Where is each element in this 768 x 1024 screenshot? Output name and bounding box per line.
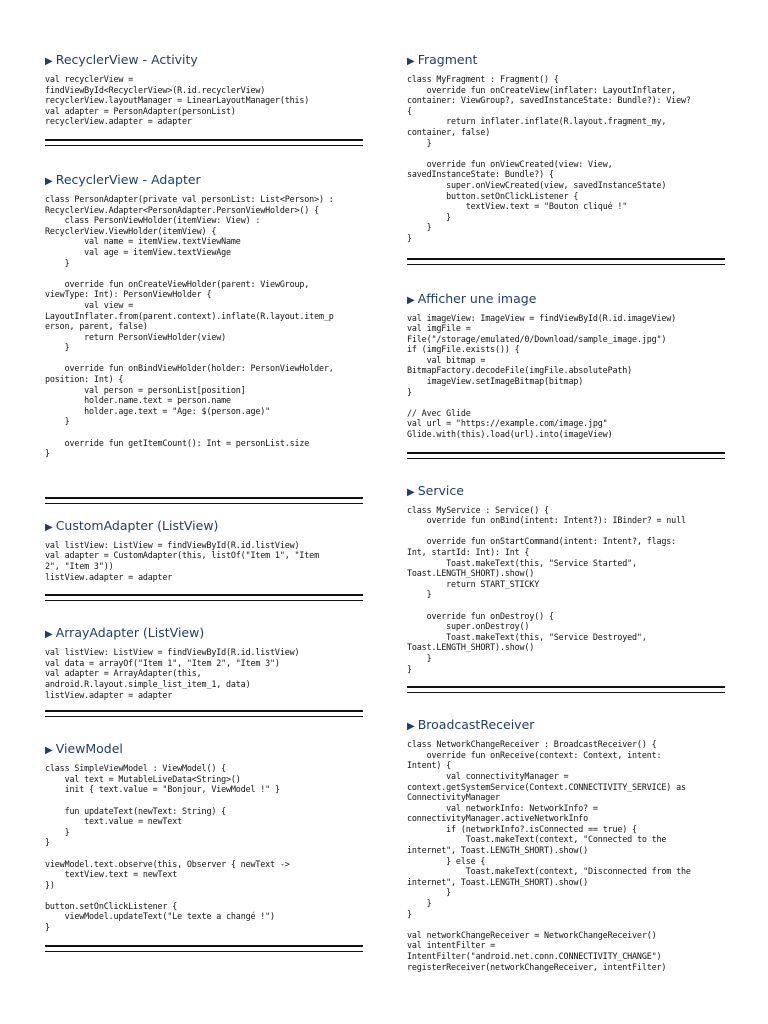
code-block: val recyclerView = findViewById<RecyclerView>(R.id.recyclerView) recyclerView.layoutManager = LinearLayoutManager(this) val adapter = PersonAdapter(personList) recyclerView.adapter = adapter xyxy=(45,74,310,127)
triangle-right-icon: ▶ xyxy=(45,745,53,757)
triangle-right-icon: ▶ xyxy=(407,56,415,67)
triangle-right-icon: ▶ xyxy=(45,521,53,533)
section-recyclerview-adapter xyxy=(45,172,363,459)
triangle-right-icon: ▶ xyxy=(407,294,415,306)
section-fragment xyxy=(407,52,725,244)
section-title: ▶ Fragment xyxy=(407,52,478,67)
section-divider xyxy=(407,452,725,459)
section-divider xyxy=(407,686,725,693)
code-block: val listView: ListView = findViewById(R.id.listView) val data = arrayOf("Item 1", "Item 2", "Item 3") val adapter = ArrayAdapter(this, android.R.layout.simple_list_item_1, data) listView.adapter = adapter xyxy=(45,647,300,700)
section-title: ▶ RecyclerView - Activity xyxy=(45,52,198,67)
triangle-right-icon: ▶ xyxy=(407,486,415,498)
triangle-right-icon: ▶ xyxy=(407,721,415,733)
section-title: ▶ BroadcastReceiver xyxy=(407,717,535,733)
section-service xyxy=(407,483,725,675)
section-arrayadapter-listview xyxy=(45,625,363,700)
section-divider xyxy=(45,710,363,717)
section-customadapter-listview xyxy=(45,518,363,582)
section-afficher-image xyxy=(407,291,725,440)
section-divider xyxy=(45,497,363,504)
section-broadcastreceiver xyxy=(407,717,725,972)
section-title: ▶ CustomAdapter (ListView) xyxy=(45,517,219,533)
code-block: class MyFragment : Fragment() { override fun onCreateView(inflater: LayoutInflater, container: ViewGroup?, savedInstanceState: Bundle?): View? { return inflater.inflate(R.layout.fragment_my, container, false) } override fun onViewCreated(view: View, savedInstanceState: Bundle?) { super.onViewCreated(view, savedInstanceState) button.setOnClickListener { textView.text = "Bouton cliqué !" } } } xyxy=(407,74,691,243)
left-column xyxy=(45,52,363,952)
section-recyclerview-activity xyxy=(45,52,363,127)
section-title: ▶ RecyclerView - Adapter xyxy=(45,171,201,187)
section-divider xyxy=(45,139,363,146)
section-viewmodel xyxy=(45,741,363,933)
code-block: val imageView: ImageView = findViewById(R.id.imageView) val imgFile = File("/storage/emulated/0/Download/sample_image.jpg") if (imgFile.exists()) { val bitmap = BitmapFactory.decodeFile(imgFile.absolutePath) imageView.setImageBitmap(bitmap) } // Avec Glide val url = "https://example.com/image.jpg" Glide.with(this).load(url).into(imageView) xyxy=(407,312,677,440)
code-block: class NetworkChangeReceiver : BroadcastReceiver() { override fun onReceive(context: Context, intent: Intent) { val connectivityManager = context.getSystemService(Context.CONNECTIVITY_SERVICE) as ConnectivityManager val networkInfo: NetworkInfo? = connectivityManager.activeNetworkInfo if (networkInfo?.isConnected == true) { Toast.makeText(context, "Connected to the internet", Toast.LENGTH_SHORT).show() } else { Toast.makeText(context, "Disconnected from the internet", Toast.LENGTH_SHORT).show() } } } val networkChangeReceiver = NetworkChangeReceiver() val intentFilter = IntentFilter("android.net.conn.CONNECTIVITY_CHANGE") registerReceiver(networkChangeReceiver, intentFilter) xyxy=(407,739,691,972)
section-title: ▶ ViewModel xyxy=(45,741,123,757)
triangle-right-icon: ▶ xyxy=(45,629,53,641)
triangle-right-icon: ▶ xyxy=(45,175,53,187)
section-divider xyxy=(45,594,363,601)
code-block: class SimpleViewModel : ViewModel() { val text = MutableLiveData<String>() init { text.value = "Bonjour, ViewModel !" } fun updateText(newText: String) { text.value = newText } } viewModel.text.observe(this, Observer { newText -> textView.text = newText }) button.setOnClickListener { viewModel.updateText("Le texte a changé !") } xyxy=(45,763,290,933)
right-column xyxy=(407,52,725,972)
section-title: ▶ Afficher une image xyxy=(407,290,537,306)
section-divider xyxy=(45,945,363,952)
section-title: ▶ ArrayAdapter (ListView) xyxy=(45,625,205,641)
section-divider xyxy=(407,258,725,265)
code-block: class MyService : Service() { override fun onBind(intent: Intent?): IBinder? = null override fun onStartCommand(intent: Intent?, flags: Int, startId: Int): Int { Toast.makeText(this, "Service Started", Toast.LENGTH_SHORT).show() return START_STICKY } override fun onDestroy() { super.onDestroy() Toast.makeText(this, "Service Destroyed", Toast.LENGTH_SHORT).show() } } xyxy=(407,504,686,674)
triangle-right-icon: ▶ xyxy=(45,56,53,67)
code-block: class PersonAdapter(private val personList: List<Person>) : RecyclerView.Adapter<PersonAdapter.PersonViewHolder>() { class PersonViewHolder(itemView: View) : RecyclerView.ViewHolder(itemView) { val name = itemView.textViewName val age = itemView.textViewAge } override fun onCreateViewHolder(parent: ViewGroup, viewType: Int): PersonViewHolder { val view = LayoutInflater.from(parent.context).inflate(R.layout.item_p erson, parent, false) return PersonViewHolder(view) } override fun onBindViewHolder(holder: PersonViewHolder, position: Int) { val person = personList[position] holder.name.text = person.name holder.age.text = "Age: $(person.age)" } override fun getItemCount(): Int = personList.size } xyxy=(45,193,334,459)
section-title: ▶ Service xyxy=(407,482,464,498)
code-block: val listView: ListView = findViewById(R.id.listView) val adapter = CustomAdapter(this, listOf("Item 1", "Item 2", "Item 3")) listView.adapter = adapter xyxy=(45,539,319,582)
